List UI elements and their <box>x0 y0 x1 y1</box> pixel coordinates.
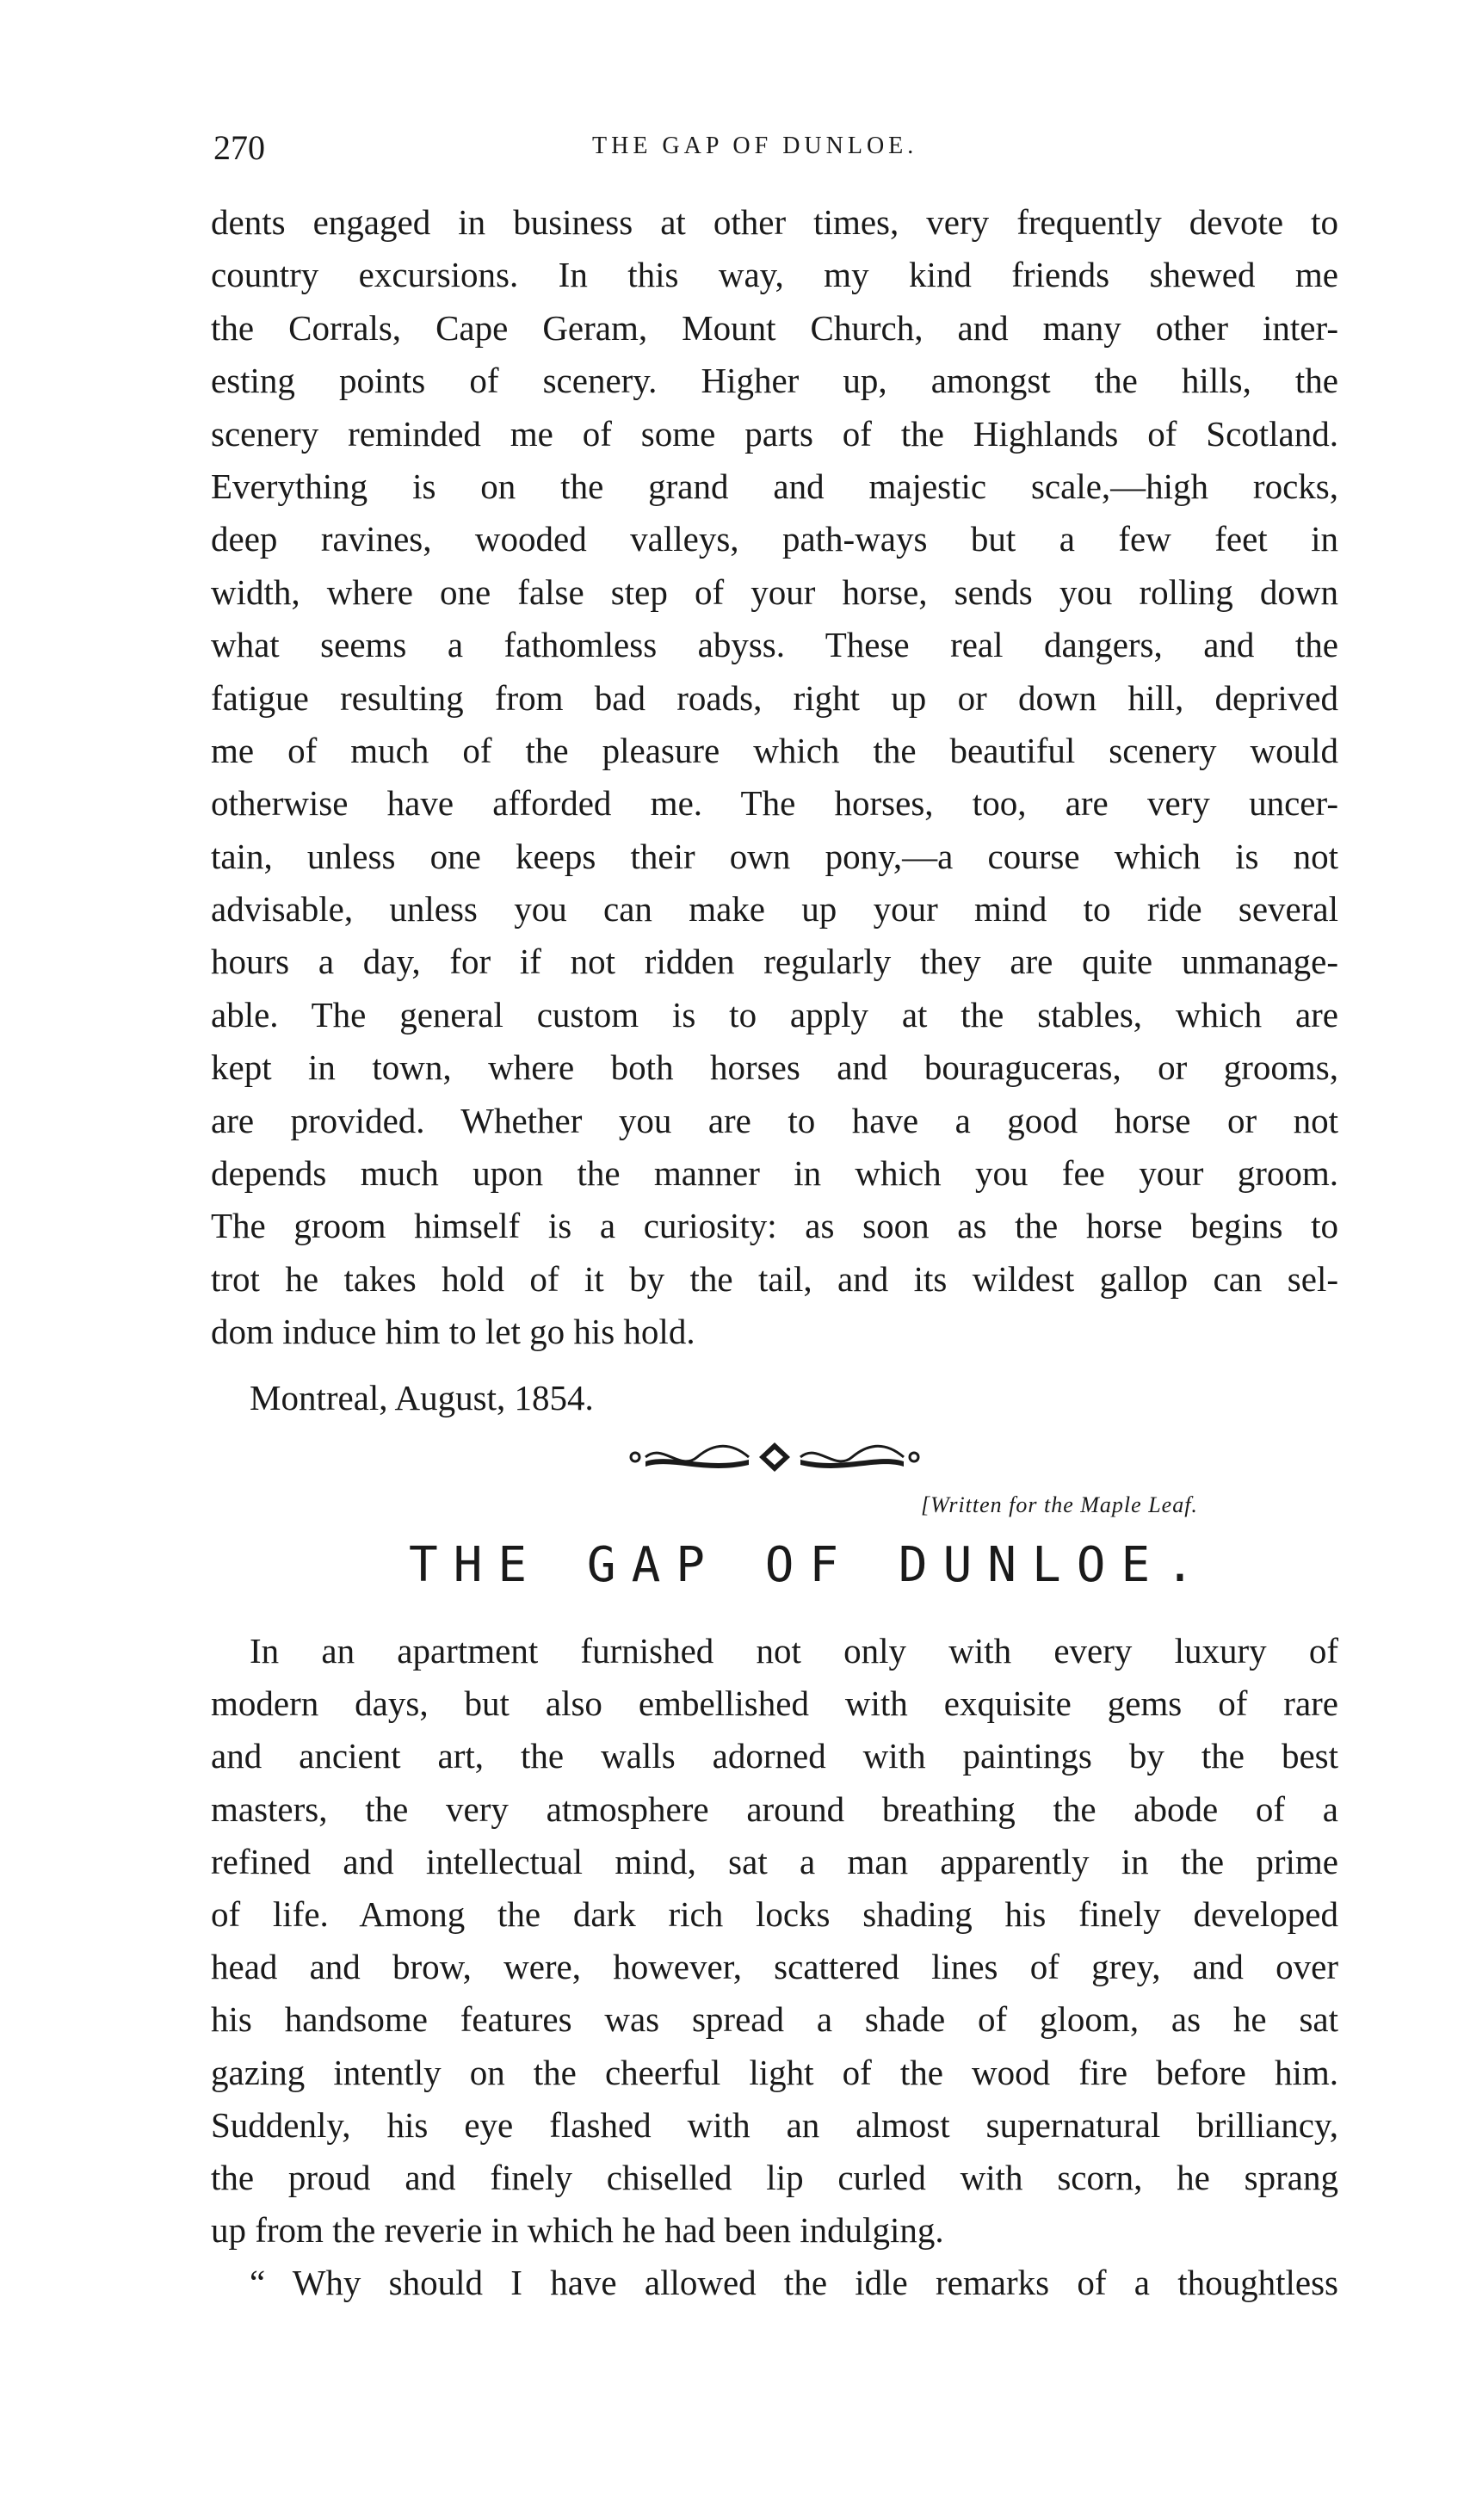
text-line: gazing intently on the cheerful light of the wood fire before him. <box>211 2052 1338 2092</box>
text-line: what seems a fathomless abyss. These real dangers, and the <box>211 625 1338 665</box>
text-line: deep ravines, wooded valleys, path-ways but a few feet in <box>211 519 1338 559</box>
text-line: modern days, but also embellished with exquisite gems of rare <box>211 1683 1338 1724</box>
text-line: trot he takes hold of it by the tail, and its wildest gallop can sel- <box>211 1258 1338 1299</box>
text-line: of life. Among the dark rich locks shading his finely developed <box>211 1893 1338 1934</box>
text-line: Everything is on the grand and majestic scale,—high rocks, <box>211 466 1338 506</box>
text-line: and ancient art, the walls adorned with paintings by the best <box>211 1736 1338 1776</box>
text-line: able. The general custom is to apply at the stables, which are <box>211 994 1338 1035</box>
text-line: head and brow, were, however, scattered lines of grey, and over <box>211 1947 1338 1987</box>
text-line: scenery reminded me of some parts of the Highlands of Scotland. <box>211 413 1338 454</box>
text-line: refined and intellectual mind, sat a man apparently in the prime <box>211 1841 1338 1881</box>
running-title: THE GAP OF DUNLOE. <box>592 133 918 159</box>
text-line: tain, unless one keeps their own pony,—a course which is not <box>211 836 1338 876</box>
text-line: the proud and finely chiselled lip curled with scorn, he sprang <box>211 2157 1338 2197</box>
dateline: Montreal, August, 1854. <box>250 1378 594 1418</box>
text-line: masters, the very atmosphere around breathing the abode of a <box>211 1788 1338 1829</box>
text-line: up from the reverie in which he had been indulging. <box>211 2210 944 2251</box>
text-line: his handsome features was spread a shade of gloom, as he sat <box>211 1999 1338 2040</box>
article-text <box>211 196 1338 1359</box>
text-line: dents engaged in business at other times, very frequently devote to <box>211 202 1338 242</box>
text-line: In an apartment furnished not only with every luxury of <box>250 1631 1338 1671</box>
text-line: The groom himself is a curiosity: as soon as the horse begins to <box>211 1206 1338 1246</box>
source-note: [Written for the Maple Leaf. <box>921 1492 1198 1517</box>
text-line: depends much upon the manner in which you fee your groom. <box>211 1153 1338 1194</box>
text-line: me of much of the pleasure which the beautiful scenery would <box>211 730 1338 770</box>
text-line: dom induce him to let go his hold. <box>211 1312 695 1352</box>
text-line: otherwise have afforded me. The horses, too, are very uncer- <box>211 783 1338 824</box>
text-line: are provided. Whether you are to have a good horse or not <box>211 1100 1338 1140</box>
text-line: fatigue resulting from bad roads, right up or down hill, deprived <box>211 677 1338 718</box>
text-line: the Corrals, Cape Geram, Mount Church, and many other inter- <box>211 307 1338 348</box>
running-head <box>213 127 1358 179</box>
text-line: width, where one false step of your horse, sends you rolling down <box>211 571 1338 612</box>
story-text <box>211 1625 1338 2309</box>
text-line: hours a day, for if not ridden regularly they are quite unmanage- <box>211 942 1338 982</box>
page-number: 270 <box>213 128 265 167</box>
decorative-divider <box>628 1436 921 1479</box>
story-title: THE GAP OF DUNLOE. <box>409 1537 1210 1593</box>
text-line: “ Why should I have allowed the idle remarks of a thoughtless <box>250 2263 1338 2303</box>
text-line: country excursions. In this way, my kind friends shewed me <box>211 255 1338 295</box>
text-line: esting points of scenery. Higher up, amongst the hills, the <box>211 361 1338 401</box>
text-line: advisable, unless you can make up your mind to ride several <box>211 889 1338 930</box>
text-line: kept in town, where both horses and bouraguceras, or grooms, <box>211 1047 1338 1088</box>
text-line: Suddenly, his eye flashed with an almost supernatural brilliancy, <box>211 2104 1338 2145</box>
